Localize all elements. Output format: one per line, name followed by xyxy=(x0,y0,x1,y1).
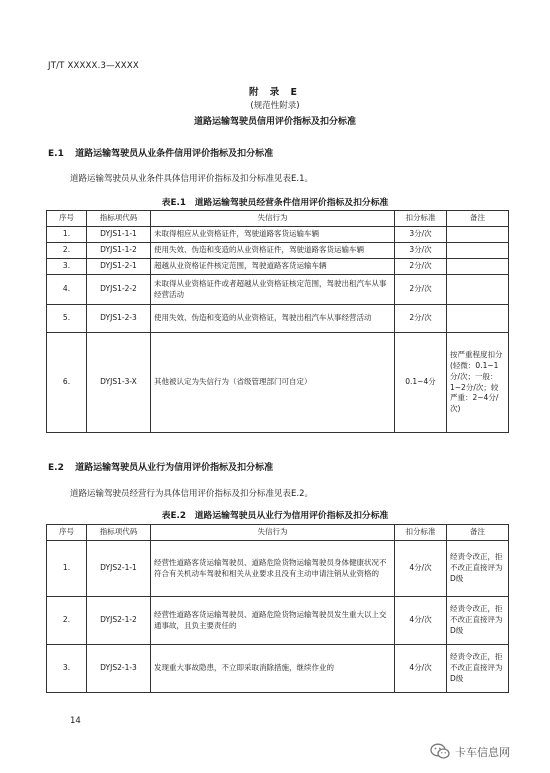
table-row xyxy=(47,275,509,305)
row-code: DYJS2-1-1 xyxy=(87,541,151,597)
header-behavior: 失信行为 xyxy=(151,211,395,227)
row-note xyxy=(447,259,509,275)
wechat-icon xyxy=(430,743,450,760)
row-no: 5. xyxy=(47,305,87,333)
header-code: 指标项代码 xyxy=(87,525,151,541)
row-no: 4. xyxy=(47,275,87,305)
row-behavior: 使用失效、伪造和变造的从业资格证件，驾驶道路客货运输车辆 xyxy=(151,243,395,259)
row-score: 4分/次 xyxy=(395,645,447,693)
row-note: 经责令改正，拒不改正直接评为D级 xyxy=(447,597,509,645)
row-score: 3分/次 xyxy=(395,243,447,259)
row-no: 3. xyxy=(47,645,87,693)
row-note: 经责令改正，拒不改正直接评为D级 xyxy=(447,645,509,693)
row-behavior: 经营性道路客货运输驾驶员、道路危险货物运输驾驶员身体健康状况不符合有关机动车驾驶和相关从业要求且没有主动申请注销从业资格的 xyxy=(151,541,395,597)
table-caption-e1: 表E.1 道路运输驾驶员经营条件信用评价指标及扣分标准 xyxy=(161,198,389,208)
table-caption-e2: 表E.2 道路运输驾驶员从业行为信用评价指标及扣分标准 xyxy=(161,511,389,521)
section-paragraph: 道路运输驾驶员经营行为具体信用评价指标及扣分标准见表E.2。 xyxy=(70,489,313,499)
header-behavior: 失信行为 xyxy=(151,525,395,541)
row-note: 按严重程度扣分(轻微：0.1~1分/次；一般：1~2分/次；较严重：2~4分/次) xyxy=(447,333,509,433)
table-header-row xyxy=(47,211,509,227)
row-score: 2分/次 xyxy=(395,259,447,275)
table-e2 xyxy=(46,524,509,693)
row-behavior: 未取得从业资格证件或者超越从业资格证核定范围，驾驶出租汽车从事经营活动 xyxy=(151,275,395,305)
row-note xyxy=(447,305,509,333)
row-no: 2. xyxy=(47,597,87,645)
table-row xyxy=(47,645,509,693)
table-row xyxy=(47,259,509,275)
header-note: 备注 xyxy=(447,525,509,541)
row-no: 1. xyxy=(47,227,87,243)
document-code: JT/T XXXXX.3—XXXX xyxy=(48,61,139,71)
section-heading-e1 xyxy=(48,146,273,159)
row-code: DYJS1-2-2 xyxy=(87,275,151,305)
row-code: DYJS1-2-3 xyxy=(87,305,151,333)
row-behavior: 使用失效、伪造和变造的从业资格证，驾驶出租汽车从事经营活动 xyxy=(151,305,395,333)
row-code: DYJS1-1-1 xyxy=(87,227,151,243)
section-title: 道路运输驾驶员从业行为信用评价指标及扣分标准 xyxy=(75,463,274,473)
row-score: 4分/次 xyxy=(395,597,447,645)
row-code: DYJS2-1-3 xyxy=(87,645,151,693)
row-no: 6. xyxy=(47,333,87,433)
watermark xyxy=(430,743,510,760)
appendix-label: 附 录 E xyxy=(248,87,302,98)
row-behavior: 未取得相应从业资格证件，驾驶道路客货运输车辆 xyxy=(151,227,395,243)
row-code: DYJS1-1-2 xyxy=(87,243,151,259)
table-row xyxy=(47,305,509,333)
row-note xyxy=(447,243,509,259)
appendix-type: (规范性附录) xyxy=(250,101,300,111)
row-code: DYJS2-1-2 xyxy=(87,597,151,645)
header-no: 序号 xyxy=(47,525,87,541)
row-behavior: 发现重大事故隐患，不立即采取消除措施，继续作业的 xyxy=(151,645,395,693)
section-paragraph: 道路运输驾驶员从业条件具体信用评价指标及扣分标准见表E.1。 xyxy=(70,174,313,184)
row-note: 经责令改正，拒不改正直接评为D级 xyxy=(447,541,509,597)
section-number: E.2 xyxy=(48,463,64,473)
table-row xyxy=(47,541,509,597)
row-behavior: 其他被认定为失信行为（省级管理部门可自定） xyxy=(151,333,395,433)
header-score: 扣分标准 xyxy=(395,211,447,227)
row-score: 0.1~4分 xyxy=(395,333,447,433)
row-score: 3分/次 xyxy=(395,227,447,243)
table-header-row xyxy=(47,525,509,541)
row-no: 1. xyxy=(47,541,87,597)
table-row xyxy=(47,227,509,243)
table-e1 xyxy=(46,210,509,433)
row-no: 3. xyxy=(47,259,87,275)
row-code: DYJS1-2-1 xyxy=(87,259,151,275)
row-code: DYJS1-3-X xyxy=(87,333,151,433)
header-note: 备注 xyxy=(447,211,509,227)
row-behavior: 超越从业资格证件核定范围，驾驶道路客货运输车辆 xyxy=(151,259,395,275)
section-heading-e2 xyxy=(48,460,273,473)
section-number: E.1 xyxy=(48,149,64,159)
page-number: 14 xyxy=(70,716,81,726)
row-score: 2分/次 xyxy=(395,275,447,305)
header-no: 序号 xyxy=(47,211,87,227)
table-row xyxy=(47,243,509,259)
header-score: 扣分标准 xyxy=(395,525,447,541)
section-title: 道路运输驾驶员从业条件信用评价指标及扣分标准 xyxy=(75,149,274,159)
header-code: 指标项代码 xyxy=(87,211,151,227)
table-row xyxy=(47,333,509,433)
watermark-text: 卡车信息网 xyxy=(455,745,510,759)
row-score: 2分/次 xyxy=(395,305,447,333)
row-note xyxy=(447,275,509,305)
row-note xyxy=(447,227,509,243)
row-no: 2. xyxy=(47,243,87,259)
row-behavior: 经营性道路客货运输驾驶员、道路危险货物运输驾驶员发生重大以上交通事故，且负主要责任的 xyxy=(151,597,395,645)
row-score: 4分/次 xyxy=(395,541,447,597)
appendix-title: 道路运输驾驶员信用评价指标及扣分标准 xyxy=(193,117,356,127)
table-row xyxy=(47,597,509,645)
